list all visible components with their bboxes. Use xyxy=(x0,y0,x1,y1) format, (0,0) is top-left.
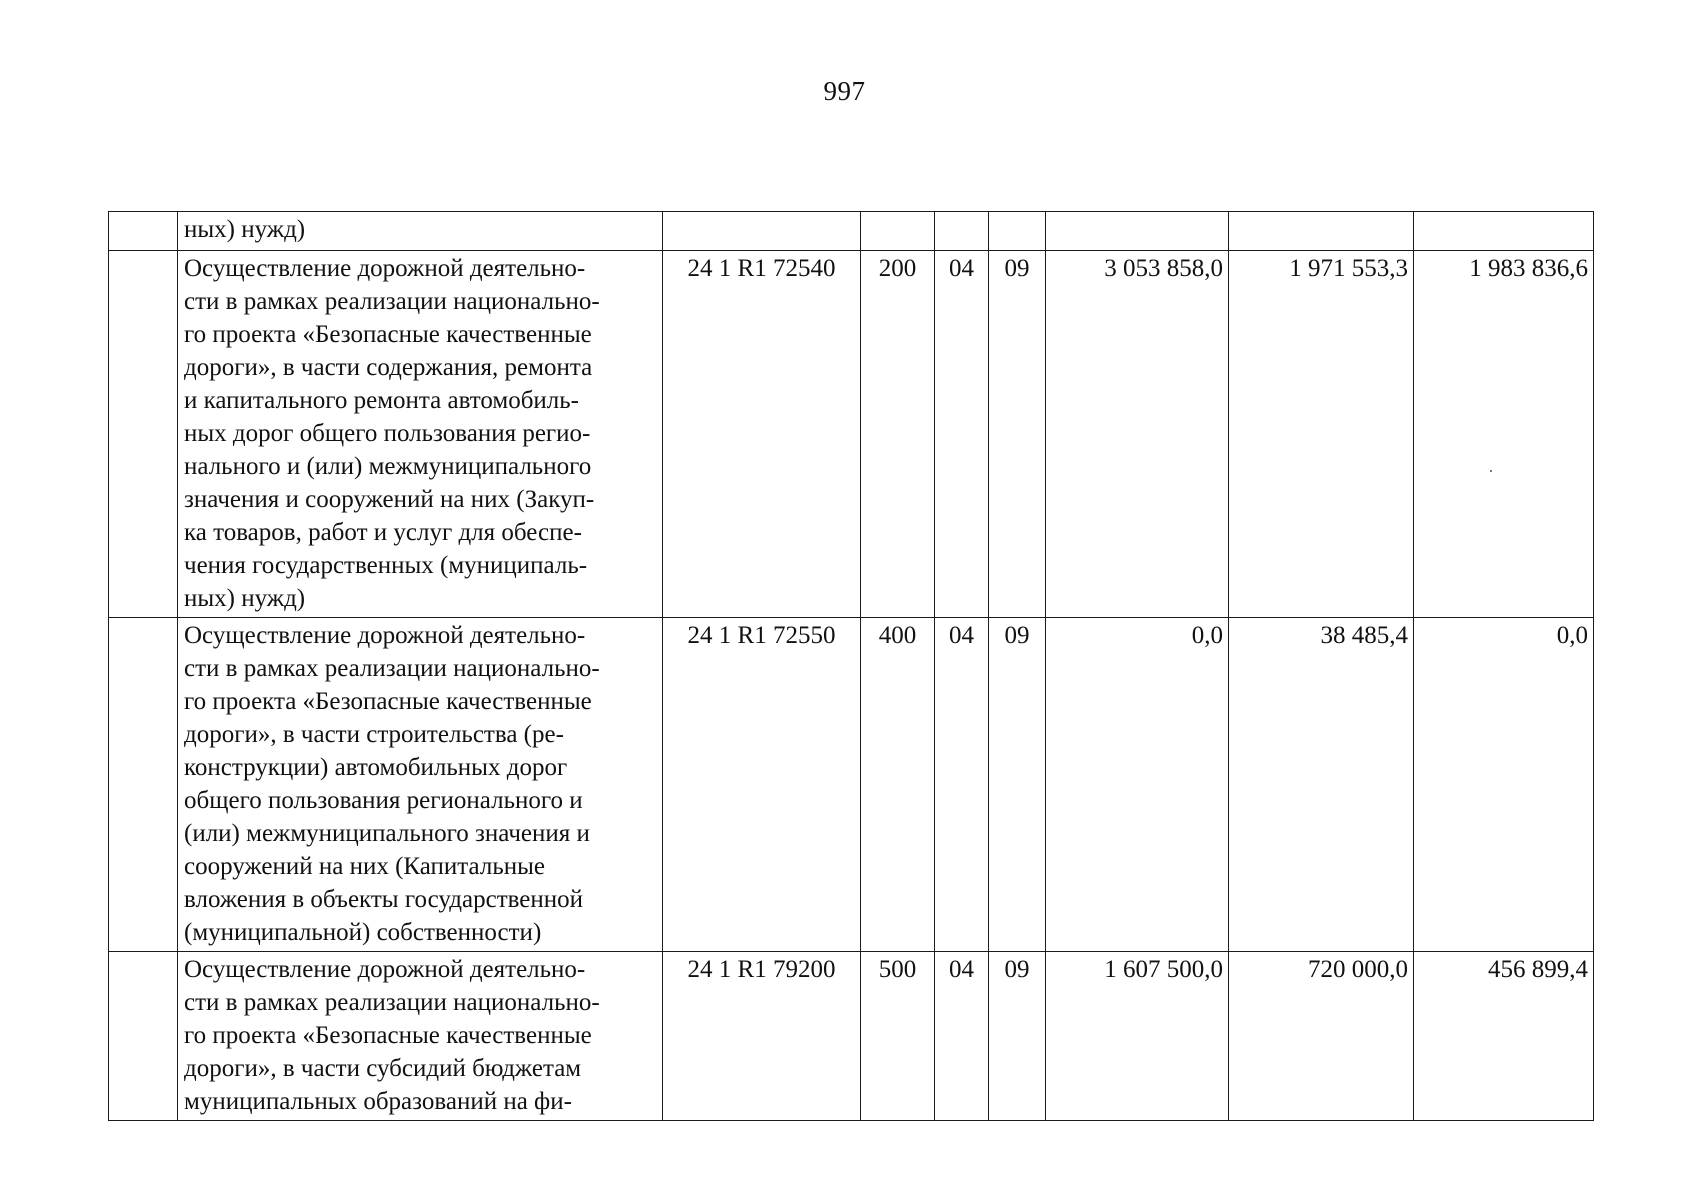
description-line: значения и сооружений на них (Закуп- xyxy=(184,486,595,513)
subsection-cell xyxy=(989,212,1046,251)
table-row xyxy=(109,251,1594,618)
description-line: (муниципальной) собственности) xyxy=(184,919,542,946)
description-line: ных дорог общего пользования регио- xyxy=(184,420,591,447)
description-line: и капитального ремонта автомобиль- xyxy=(184,387,579,414)
section-cell: 04 xyxy=(935,251,989,618)
subsection-cell: 09 xyxy=(989,618,1046,952)
budget-table xyxy=(108,211,1594,1121)
description-cell xyxy=(178,212,663,251)
description-line: Осуществление дорожной деятельно- xyxy=(184,622,586,649)
page-number: 997 xyxy=(823,76,866,106)
amount-year1-cell xyxy=(1046,212,1229,251)
amount-year2-cell xyxy=(1229,212,1414,251)
amount-year1-cell: 0,0 xyxy=(1046,618,1229,952)
target-code-cell: 24 1 R1 72540 xyxy=(663,251,861,618)
amount-year2-cell: 1 971 553,3 xyxy=(1229,251,1414,618)
description-line: сооружений на них (Капитальные xyxy=(184,853,545,880)
description-line: чения государственных (муниципаль- xyxy=(184,552,588,579)
row-number-cell xyxy=(109,618,178,952)
row-number-cell xyxy=(109,251,178,618)
subsection-cell: 09 xyxy=(989,251,1046,618)
expense-type-cell xyxy=(861,212,935,251)
description-line: сти в рамках реализации национально- xyxy=(184,288,600,315)
description-line: го проекта «Безопасные качественные xyxy=(184,1022,592,1049)
section-cell: 04 xyxy=(935,952,989,1121)
description-line: нального и (или) межмуниципального xyxy=(184,453,592,480)
target-code-cell: 24 1 R1 72550 xyxy=(663,618,861,952)
description-line: ка товаров, работ и услуг для обеспе- xyxy=(184,519,582,546)
target-code-cell xyxy=(663,212,861,251)
description-line: дороги», в части содержания, ремонта xyxy=(184,354,593,381)
description-line: (или) межмуниципального значения и xyxy=(184,820,590,847)
description-line: конструкции) автомобильных дорог xyxy=(184,754,568,781)
amount-year3-cell: 1 983 836,6 xyxy=(1414,251,1594,618)
table-row xyxy=(109,212,1594,251)
description-line: го проекта «Безопасные качественные xyxy=(184,688,592,715)
description-cell xyxy=(178,251,663,618)
section-cell: 04 xyxy=(935,618,989,952)
amount-year3-cell: 456 899,4 xyxy=(1414,952,1594,1121)
scan-speck xyxy=(1490,470,1492,472)
description-cell xyxy=(178,952,663,1121)
row-number-cell xyxy=(109,952,178,1121)
description-line: Осуществление дорожной деятельно- xyxy=(184,956,586,983)
amount-year2-cell: 720 000,0 xyxy=(1229,952,1414,1121)
expense-type-cell: 500 xyxy=(861,952,935,1121)
expense-type-cell: 400 xyxy=(861,618,935,952)
target-code-cell: 24 1 R1 79200 xyxy=(663,952,861,1121)
amount-year3-cell xyxy=(1414,212,1594,251)
expense-type-cell: 200 xyxy=(861,251,935,618)
description-line: общего пользования регионального и xyxy=(184,787,583,814)
description-line: дороги», в части субсидий бюджетам xyxy=(184,1055,582,1082)
table-row xyxy=(109,618,1594,952)
amount-year1-cell: 1 607 500,0 xyxy=(1046,952,1229,1121)
table-row xyxy=(109,952,1594,1121)
row-number-cell xyxy=(109,212,178,251)
description-line: го проекта «Безопасные качественные xyxy=(184,321,592,348)
description-line: ных) нужд) xyxy=(184,585,306,612)
description-line: сти в рамках реализации национально- xyxy=(184,989,600,1016)
description-line: вложения в объекты государственной xyxy=(184,886,584,913)
amount-year3-cell: 0,0 xyxy=(1414,618,1594,952)
section-cell xyxy=(935,212,989,251)
description-line: муниципальных образований на фи- xyxy=(184,1088,572,1115)
amount-year1-cell: 3 053 858,0 xyxy=(1046,251,1229,618)
subsection-cell: 09 xyxy=(989,952,1046,1121)
description-line: ных) нужд) xyxy=(184,216,306,243)
description-cell xyxy=(178,618,663,952)
amount-year2-cell: 38 485,4 xyxy=(1229,618,1414,952)
description-line: сти в рамках реализации национально- xyxy=(184,655,600,682)
description-line: дороги», в части строительства (ре- xyxy=(184,721,564,748)
description-line: Осуществление дорожной деятельно- xyxy=(184,255,586,282)
